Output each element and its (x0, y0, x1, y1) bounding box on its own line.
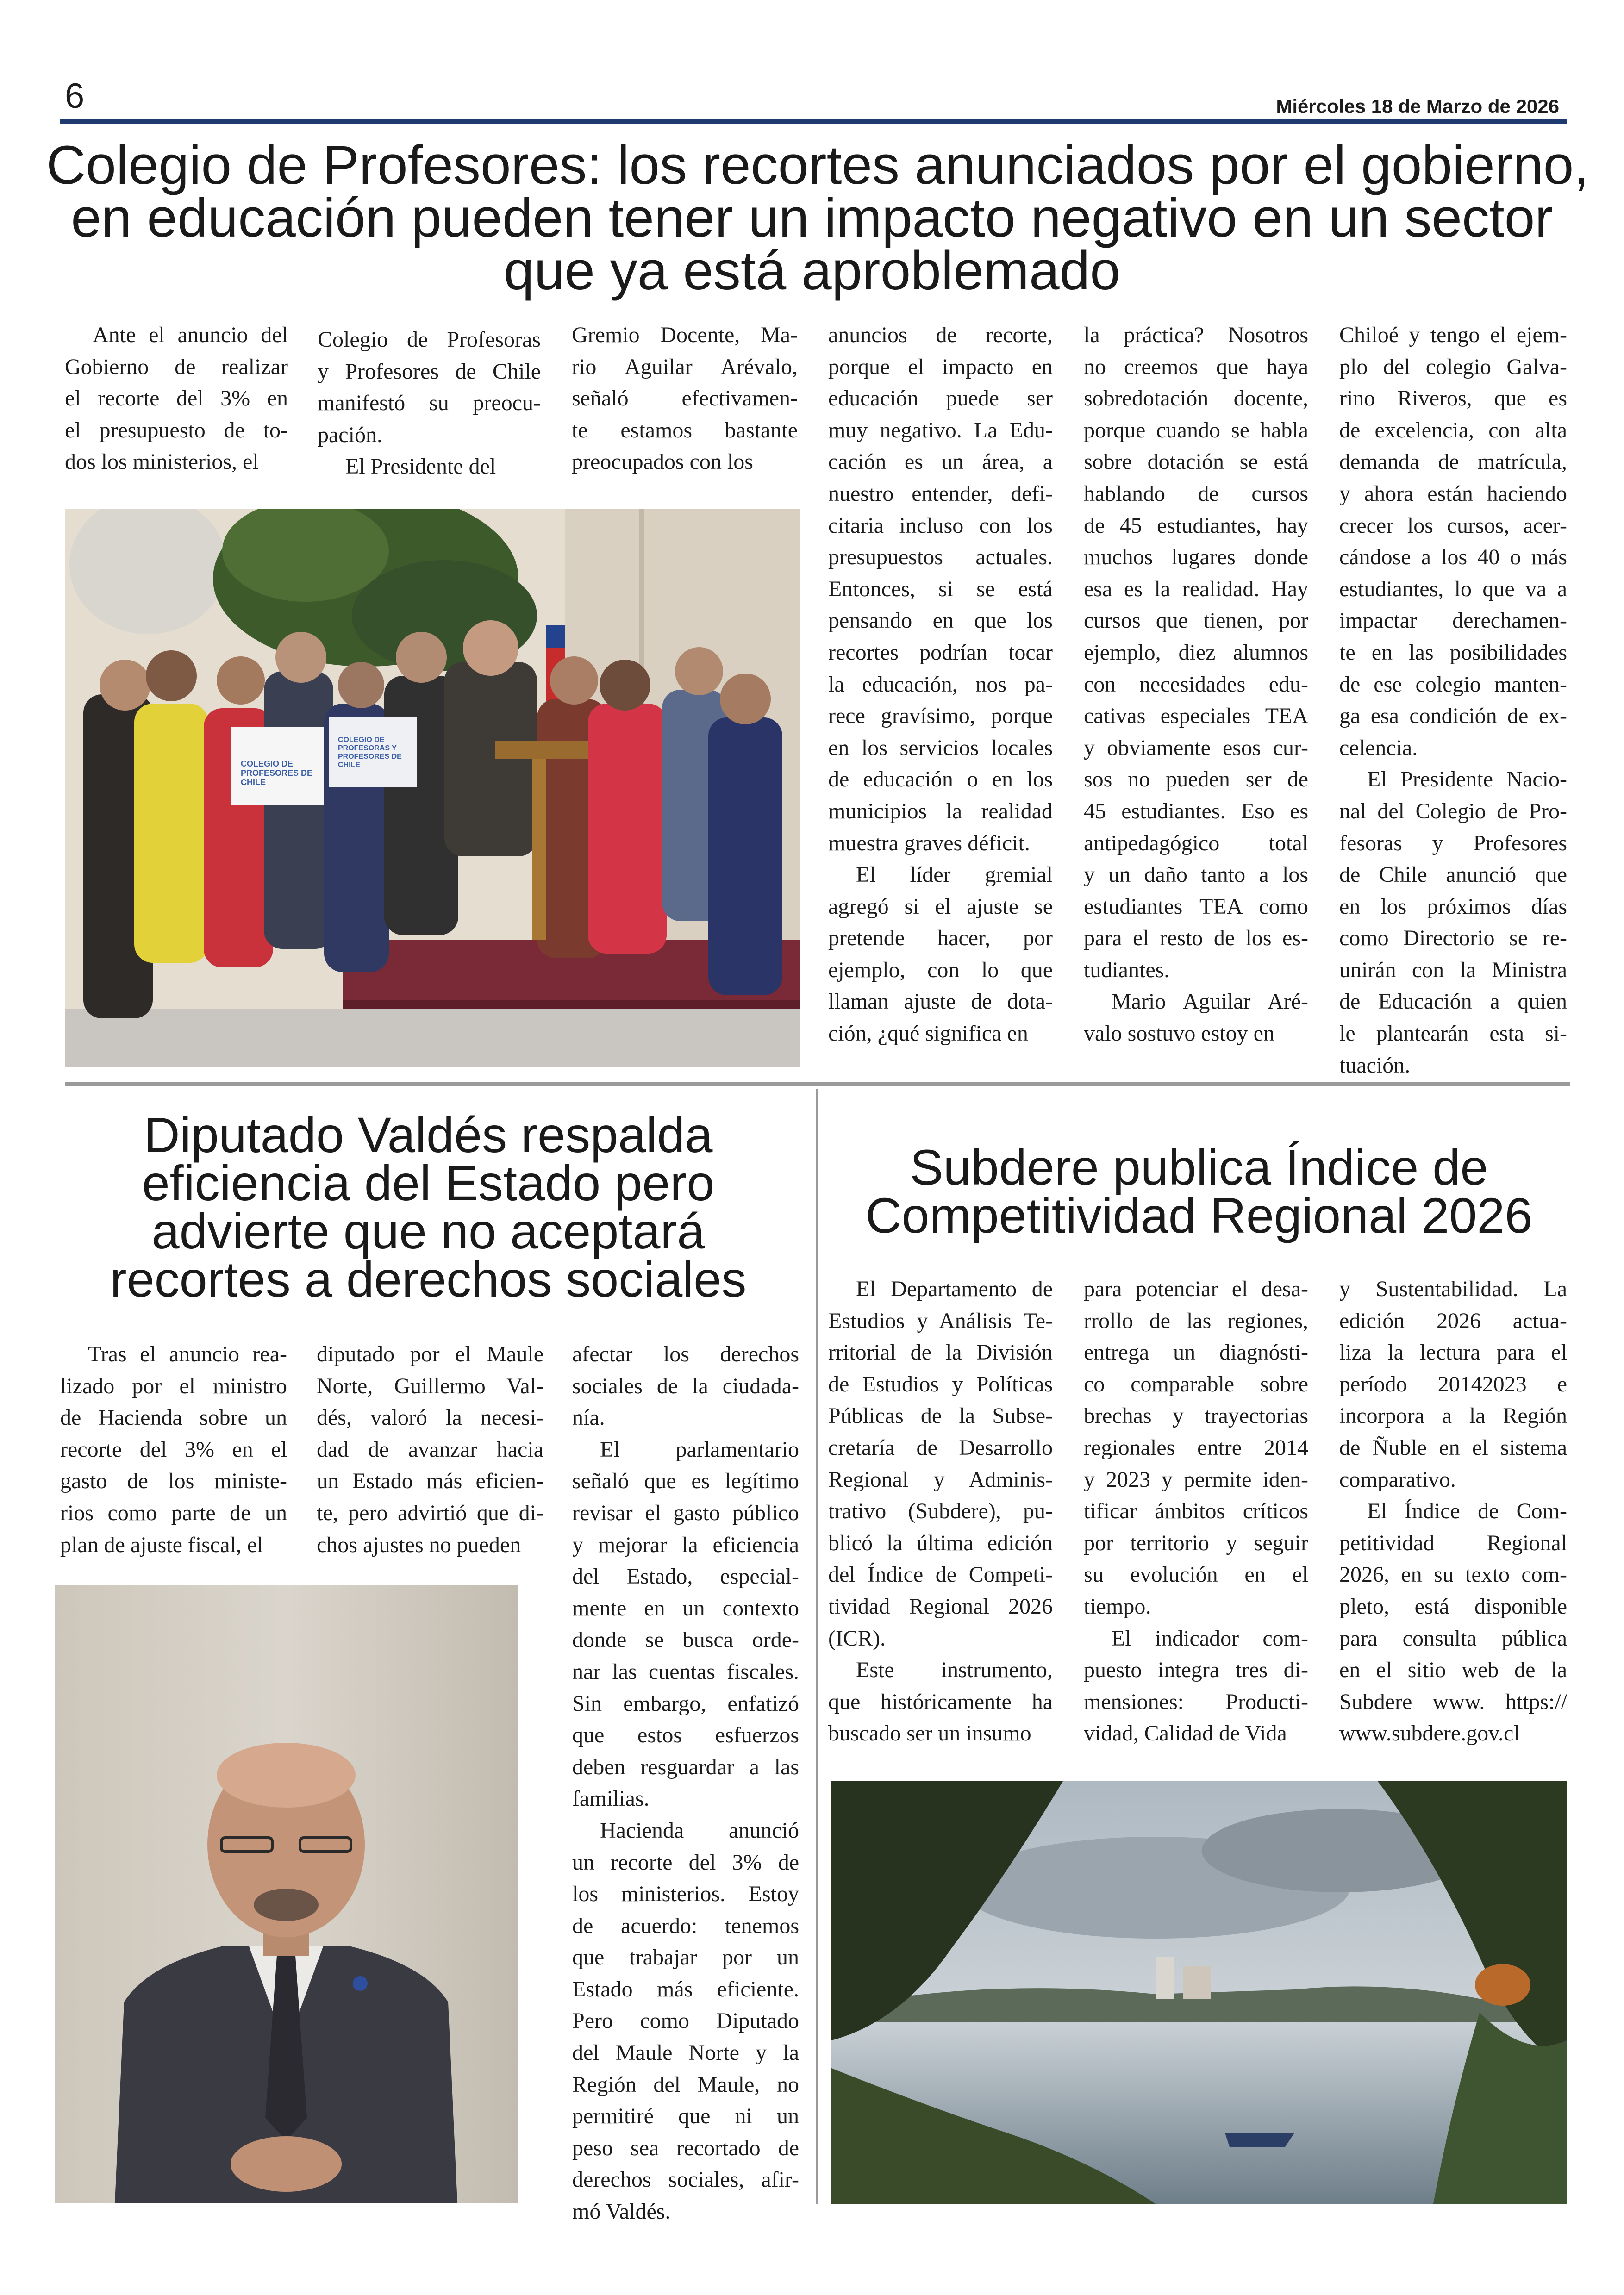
text-line: para consulta pública (1339, 1626, 1567, 1651)
text-line: estudiantes TEA como (1084, 894, 1308, 919)
text-line: señaló efectivamen- (572, 386, 798, 411)
text-line: Colegio de Profesoras (318, 327, 541, 352)
text-line: la práctica? Nosotros (1084, 323, 1308, 347)
text-line: edición 2026 actua- (1339, 1308, 1567, 1333)
section-separator-vertical (816, 1089, 818, 2204)
text-line: porque cuando se habla (1084, 418, 1308, 443)
text-line: presupuestos actuales. (828, 545, 1053, 570)
text-line: valo sostuvo estoy en (1084, 1021, 1274, 1046)
text-line: no creemos que haya (1084, 354, 1308, 379)
article1-headline (46, 135, 1589, 301)
text-line: pación. (318, 422, 382, 447)
text-line: porque el impacto en (828, 354, 1053, 379)
text-line: para potenciar el desa- (1084, 1277, 1308, 1301)
text-line: pensando en que los (828, 608, 1053, 633)
text-line: diputado por el Maule (317, 1342, 543, 1366)
text-line: revisar el gasto público (572, 1500, 799, 1525)
text-line: Entonces, si se está (828, 576, 1053, 601)
article1-col6 (1339, 319, 1567, 1081)
text-line: el presupuesto de to- (65, 418, 288, 443)
text-line: muchos lugares donde (1084, 545, 1308, 570)
text-line: de Hacienda sobre un (60, 1405, 287, 1430)
text-line: 45 estudiantes. Eso es (1084, 798, 1308, 823)
headline-line: en educación pueden tener un impacto negativo en un sector (71, 187, 1553, 249)
text-line: recorte del 3% en el (60, 1437, 287, 1462)
text-line: señaló que es legítimo (572, 1469, 799, 1494)
text-line: tividad Regional 2026 (828, 1594, 1053, 1619)
text-line: que históricamente ha (828, 1689, 1053, 1714)
text-line: en los servicios locales (828, 735, 1053, 760)
text-line: que estos esfuerzos (572, 1723, 799, 1748)
teachers-press-conference-photo (65, 509, 800, 1067)
text-line: esa es la realidad. Hay (1084, 576, 1308, 601)
text-line: nal del Colegio de Pro- (1339, 798, 1567, 823)
text-line: cursos que tienen, por (1084, 608, 1308, 633)
page-number: 6 (65, 76, 85, 116)
headline-line: Subdere publica Índice de (910, 1139, 1488, 1195)
text-line: deben resguardar a las (572, 1754, 799, 1779)
article1-col1 (65, 319, 288, 478)
text-line: Mario Aguilar Aré- (1112, 989, 1308, 1014)
text-line: derechos sociales, afir- (572, 2167, 799, 2192)
text-line: de Estudios y Políticas (828, 1372, 1053, 1397)
text-line: Norte, Guillermo Val- (317, 1373, 543, 1398)
text-line: impactar derechamen- (1339, 608, 1567, 633)
text-line: cretaría de Desarrollo (828, 1435, 1053, 1460)
text-line: Estudios y Análisis Te- (828, 1308, 1053, 1333)
text-line: petitividad Regional (1339, 1530, 1567, 1555)
text-line: Gremio Docente, Ma- (572, 323, 798, 347)
text-line: Sin embargo, enfatizó (572, 1691, 799, 1716)
text-line: ejemplo, con lo que (828, 957, 1053, 982)
text-line: ción, ¿qué significa en (828, 1021, 1028, 1046)
text-line: puesto integra tres di- (1084, 1658, 1308, 1683)
text-line: sos no pueden ser de (1084, 767, 1308, 792)
text-line: los ministerios. Estoy (572, 1882, 799, 1907)
text-line: período 20142023 e (1339, 1372, 1567, 1397)
text-line: www.subdere.gov.cl (1339, 1721, 1520, 1746)
article2-col2 (317, 1339, 543, 1561)
text-line: rino Riveros, que es (1339, 386, 1567, 411)
text-line: que trabajar por un (572, 1945, 799, 1970)
banner-text-left: COLEGIO DE PROFESORES DE CHILE (241, 759, 313, 787)
headline-line: advierte que no aceptará (151, 1203, 705, 1259)
text-line: antipedagógico total (1084, 830, 1308, 855)
text-line: demanda de matrícula, (1339, 449, 1567, 474)
text-line: de excelencia, con alta (1339, 418, 1567, 443)
text-line: rios como parte de un (60, 1500, 287, 1525)
text-line: Hacienda anunció (600, 1818, 799, 1843)
text-line: en los próximos días (1339, 894, 1567, 919)
text-line: el recorte del 3% en (65, 386, 288, 411)
text-line: dad de avanzar hacia (317, 1437, 543, 1462)
text-line: incorpora a la Región (1339, 1403, 1567, 1428)
text-line: su evolución en el (1084, 1562, 1308, 1587)
text-line: y obviamente esos cur- (1084, 735, 1308, 760)
text-line: brechas y trayectorias (1084, 1403, 1308, 1428)
text-line: El líder gremial (856, 862, 1053, 887)
headline-line: Diputado Valdés respalda (144, 1107, 713, 1163)
headline-line: Colegio de Profesores: los recortes anunciados por el gobierno, (46, 135, 1589, 196)
text-line: comparativo. (1339, 1467, 1456, 1492)
text-line: municipios la realidad (828, 798, 1053, 823)
text-line: estudiantes, lo que va a (1339, 576, 1567, 601)
text-line: muy negativo. La Edu- (828, 418, 1053, 443)
text-line: tuación. (1339, 1053, 1411, 1078)
text-line: plo del colegio Galva- (1339, 354, 1567, 379)
article3-col2 (1084, 1273, 1308, 1750)
text-line: de Chile anunció que (1339, 862, 1567, 887)
text-line: muestra graves déficit. (828, 830, 1030, 855)
text-line: nía. (572, 1405, 605, 1430)
text-line: llaman ajuste de dota- (828, 989, 1053, 1014)
text-line: liza la lectura para el (1339, 1340, 1567, 1365)
text-line: recortes podrían tocar (828, 640, 1053, 665)
text-line: pleto, está disponible (1339, 1594, 1567, 1619)
text-line: y Profesores de Chile (318, 359, 541, 384)
text-line: Región del Maule, no (572, 2072, 799, 2097)
text-line: El Presidente del (345, 454, 496, 479)
text-line: te en las posibilidades (1339, 640, 1567, 665)
text-line: agregó si el ajuste se (828, 894, 1053, 919)
text-line: peso sea recortado de (572, 2135, 799, 2160)
text-line: Públicas de la Subse- (828, 1403, 1053, 1428)
header-rule (60, 119, 1567, 124)
text-line: tificar ámbitos críticos (1084, 1499, 1308, 1524)
text-line: educación puede ser (828, 386, 1053, 411)
text-line: gasto de los ministe- (60, 1469, 287, 1494)
text-line: de acuerdo: tenemos (572, 1913, 799, 1938)
text-line: dos los ministerios, el (65, 449, 259, 474)
article3-col3 (1339, 1273, 1567, 1750)
text-line: para el resto de los es- (1084, 926, 1308, 951)
headline-line: que ya está aproblemado (504, 240, 1120, 301)
article1-col5 (1084, 319, 1308, 1050)
text-line: de 45 estudiantes, hay (1084, 513, 1308, 538)
text-line: unirán con la Ministra (1339, 957, 1567, 982)
text-line: rrollo de las regiones, (1084, 1308, 1308, 1333)
text-line: regionales entre 2014 (1084, 1435, 1308, 1460)
article3-col1 (828, 1273, 1053, 1750)
headline-line: Competitividad Regional 2026 (865, 1187, 1533, 1243)
text-line: Regional y Adminis- (828, 1467, 1053, 1492)
text-line: Estado más eficiente. (572, 1977, 799, 2002)
text-line: crecer los cursos, acer- (1339, 513, 1567, 538)
text-line: preocupados con los (572, 449, 753, 474)
text-line: ejemplo, diez alumnos (1084, 640, 1308, 665)
issue-date: Miércoles 18 de Marzo de 2026 (1276, 95, 1559, 117)
text-line: rritorial de la División (828, 1340, 1053, 1365)
text-line: plan de ajuste fiscal, el (60, 1532, 263, 1557)
headline-line: recortes a derechos sociales (110, 1251, 747, 1307)
text-line: de Ñuble en el sistema (1339, 1435, 1567, 1460)
text-line: 2026, en su texto com- (1339, 1562, 1567, 1587)
text-line: El Departamento de (856, 1277, 1053, 1301)
article1-col3 (572, 319, 798, 478)
banner-text-right: COLEGIO DE PROFESORAS Y PROFESORES DE CHILE (338, 736, 402, 769)
valdes-portrait-illustration (55, 1585, 518, 2203)
article1-col2 (318, 324, 541, 483)
text-line: chos ajustes no pueden (317, 1532, 521, 1557)
text-line: te, pero advirtió que di- (317, 1500, 543, 1525)
text-line: de Educación a quien (1339, 989, 1567, 1014)
text-line: familias. (572, 1786, 650, 1811)
text-line: nar las cuentas fiscales. (572, 1659, 799, 1684)
text-line: le plantearán esta si- (1339, 1021, 1567, 1046)
text-line: un Estado más eficien- (317, 1469, 543, 1494)
text-line: con necesidades edu- (1084, 672, 1308, 697)
text-line: del Estado, especial- (572, 1564, 799, 1589)
article1-col4 (828, 319, 1053, 1050)
text-line: El parlamentario (600, 1437, 799, 1462)
text-line: Gobierno de realizar (65, 354, 288, 379)
text-line: la educación, nos pa- (828, 672, 1053, 697)
text-line: un recorte del 3% de (572, 1850, 799, 1875)
text-line: dés, valoró la necesi- (317, 1405, 543, 1430)
text-line: mó Valdés. (572, 2199, 671, 2224)
text-line: como Directorio se re- (1339, 926, 1567, 951)
article3-headline (829, 1139, 1569, 1243)
text-line: del Maule Norte y la (572, 2040, 799, 2065)
text-line: rio Aguilar Arévalo, (572, 354, 798, 379)
text-line: nuestro entender, defi- (828, 481, 1053, 506)
text-line: trativo (Subdere), pu- (828, 1499, 1053, 1524)
text-line: donde se busca orde- (572, 1628, 799, 1653)
article2-headline (51, 1107, 806, 1307)
text-line: El Presidente Nacio- (1367, 767, 1567, 792)
text-line: Ante el anuncio del (93, 323, 288, 347)
text-line: por territorio y seguir (1084, 1530, 1308, 1555)
text-line: del Índice de Competi- (828, 1562, 1053, 1587)
text-line: cación es un área, a (828, 449, 1053, 474)
text-line: manifestó su preocu- (318, 391, 541, 416)
text-line: y un daño tanto a los (1084, 862, 1308, 887)
text-line: blicó la última edición (828, 1530, 1053, 1555)
text-line: afectar los derechos (572, 1342, 799, 1366)
text-line: cativas especiales TEA (1084, 704, 1308, 729)
text-line: anuncios de recorte, (828, 323, 1053, 347)
text-line: buscado ser un insumo (828, 1721, 1031, 1746)
text-line: hablando de cursos (1084, 481, 1308, 506)
text-line: lizado por el ministro (60, 1373, 287, 1398)
text-line: y mejorar la eficiencia (572, 1532, 799, 1557)
text-line: (ICR). (828, 1626, 886, 1651)
text-line: de ese colegio manten- (1339, 672, 1567, 697)
text-line: pretende hacer, por (828, 926, 1053, 951)
text-line: vidad, Calidad de Vida (1084, 1721, 1287, 1746)
text-line: rece gravísimo, porque (828, 704, 1053, 729)
text-line: y Sustentabilidad. La (1339, 1277, 1567, 1301)
article2-col1 (60, 1339, 287, 1561)
teachers-photo-illustration (65, 509, 800, 1067)
text-line: Pero como Diputado (572, 2008, 799, 2033)
text-line: tiempo. (1084, 1594, 1151, 1619)
text-line: Este instrumento, (856, 1658, 1053, 1683)
text-line: te estamos bastante (572, 418, 798, 443)
text-line: entrega un diagnósti- (1084, 1340, 1308, 1365)
headline-line: eficiencia del Estado pero (142, 1155, 715, 1211)
lake-photo-illustration (831, 1781, 1567, 2204)
text-line: sobre dotación se está (1084, 449, 1308, 474)
text-line: co comparable sobre (1084, 1372, 1308, 1397)
article2-col3 (572, 1339, 799, 2228)
text-line: Chiloé y tengo el ejem- (1339, 323, 1567, 347)
lake-landscape-photo (831, 1781, 1567, 2204)
text-line: en el sitio web de la (1339, 1658, 1567, 1683)
text-line: sociales de la ciudada- (572, 1373, 799, 1398)
text-line: mensiones: Producti- (1084, 1689, 1308, 1714)
text-line: mente en un contexto (572, 1596, 799, 1621)
section-separator-horizontal (65, 1082, 1570, 1086)
text-line: sobredotación docente, (1084, 386, 1308, 411)
text-line: Tras el anuncio rea- (88, 1342, 287, 1366)
text-line: permitiré que ni un (572, 2104, 799, 2129)
text-line: celencia. (1339, 735, 1418, 760)
deputy-valdes-portrait (55, 1585, 518, 2203)
text-line: tudiantes. (1084, 957, 1170, 982)
text-line: y 2023 y permite iden- (1084, 1467, 1308, 1492)
text-line: Subdere www. https:// (1339, 1689, 1567, 1714)
text-line: El indicador com- (1112, 1626, 1308, 1651)
text-line: citaria incluso con los (828, 513, 1053, 538)
text-line: El Índice de Com- (1367, 1499, 1567, 1524)
text-line: fesoras y Profesores (1339, 830, 1567, 855)
text-line: ga esa condición de ex- (1339, 704, 1567, 729)
text-line: y ahora están haciendo (1339, 481, 1567, 506)
text-line: de educación o en los (828, 767, 1053, 792)
text-line: cándose a los 40 o más (1339, 545, 1567, 570)
